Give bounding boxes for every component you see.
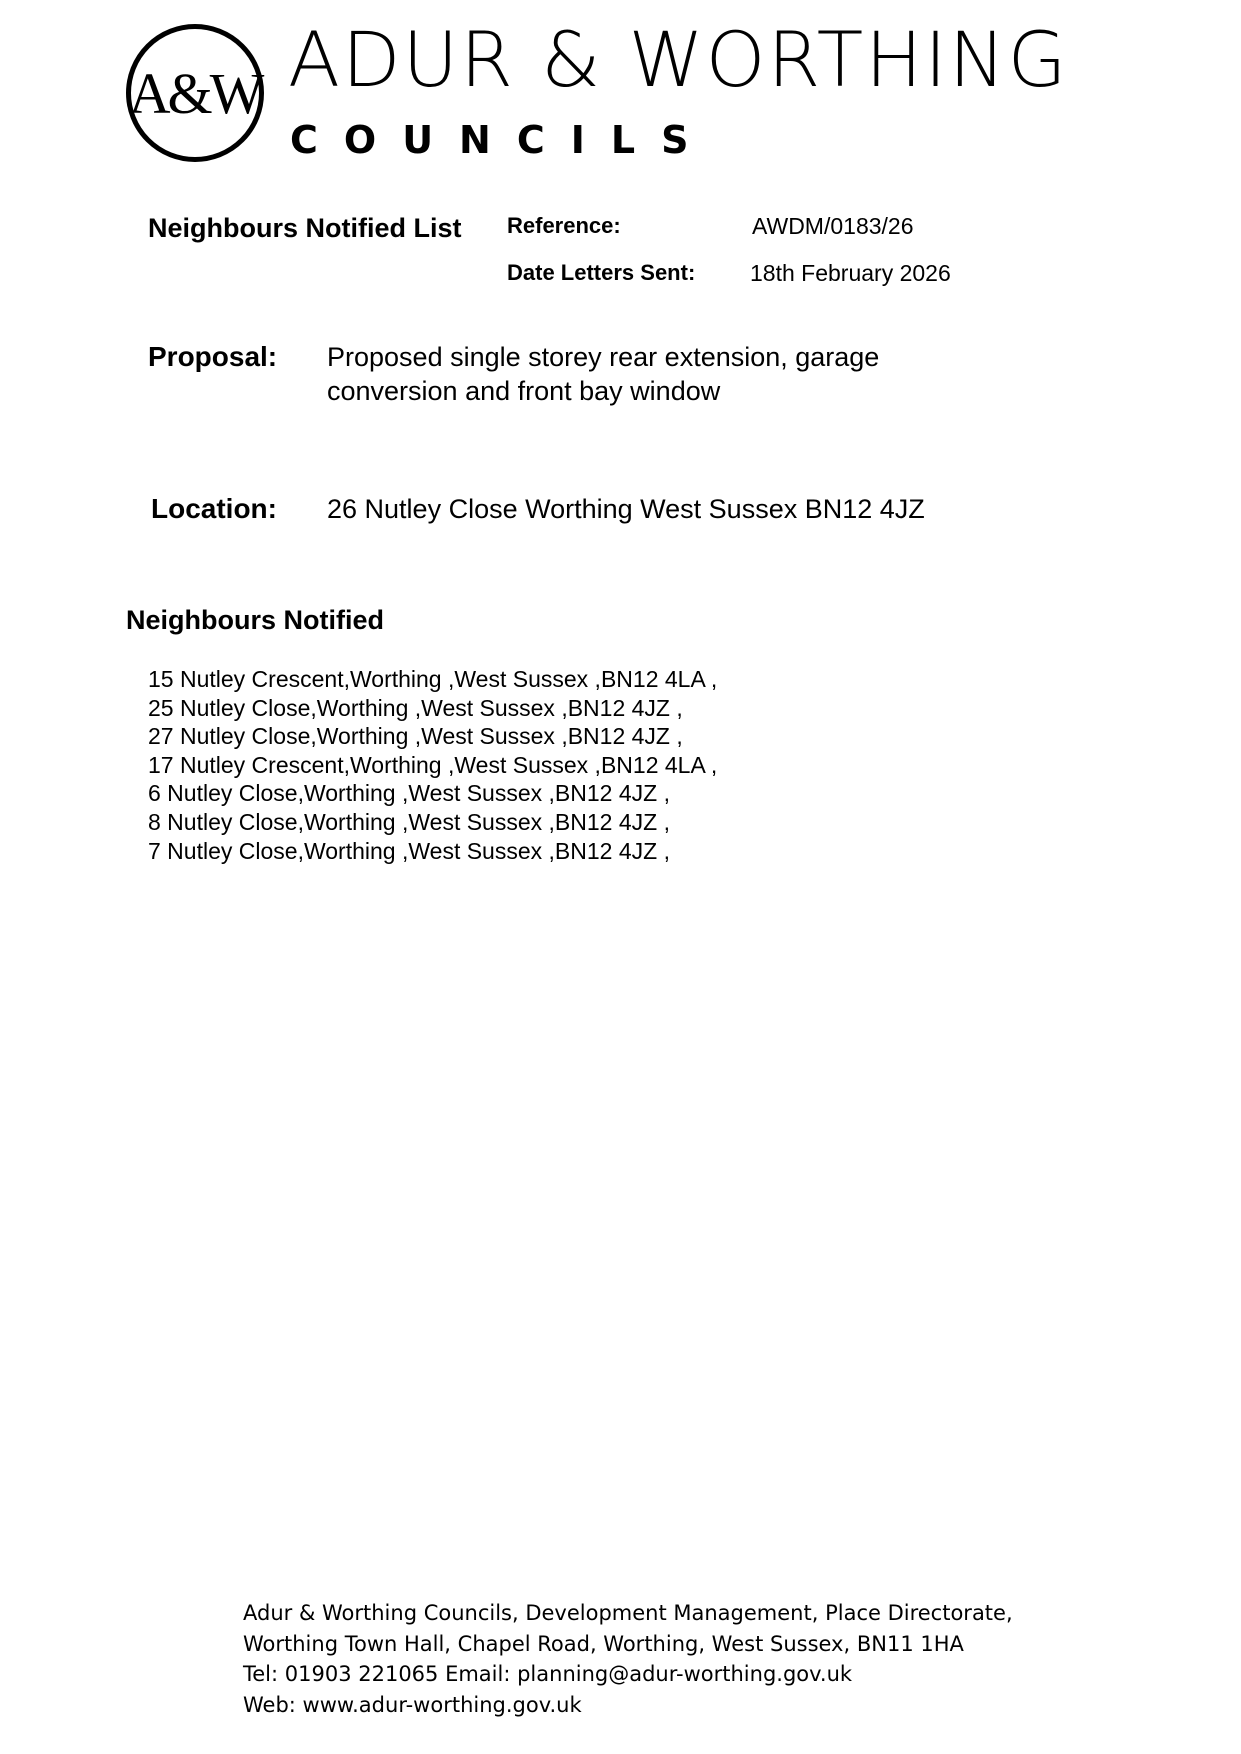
location-text: 26 Nutley Close Worthing West Sussex BN12 4JZ <box>327 494 925 524</box>
council-name: ADUR & WORTHING <box>288 15 1069 104</box>
address-item: 6 Nutley Close,Worthing ,West Sussex ,BN12 4JZ , <box>148 780 670 807</box>
address-item: 17 Nutley Crescent,Worthing ,West Sussex ,BN12 4LA , <box>148 751 718 778</box>
address-item: 8 Nutley Close,Worthing ,West Sussex ,BN12 4JZ , <box>148 808 670 835</box>
proposal-text: Proposed single storey rear extension, garage conversion and front bay window <box>327 342 880 406</box>
address-list <box>148 665 717 865</box>
reference-label: Reference: <box>507 213 621 238</box>
reference-value: AWDM/0183/26 <box>752 213 914 239</box>
date-sent-label: Date Letters Sent: <box>507 260 696 285</box>
logo-mark: A&W <box>128 60 262 126</box>
footer-line: Worthing Town Hall, Chapel Road, Worthing, West Sussex, BN11 1HA <box>243 1631 964 1656</box>
document-title: Neighbours Notified List <box>148 213 462 243</box>
address-item: 15 Nutley Crescent,Worthing ,West Sussex ,BN12 4LA , <box>148 666 718 692</box>
proposal-label: Proposal: <box>148 341 278 372</box>
footer-line: Tel: 01903 221065 Email: planning@adur-worthing.gov.uk <box>243 1662 853 1686</box>
address-item: 7 Nutley Close,Worthing ,West Sussex ,BN12 4JZ , <box>148 837 670 864</box>
address-item: 25 Nutley Close,Worthing ,West Sussex ,BN12 4JZ , <box>148 694 683 721</box>
footer-line: Web: www.adur-worthing.gov.uk <box>243 1692 582 1717</box>
council-subtitle: COUNCILS <box>290 118 715 162</box>
neighbours-heading: Neighbours Notified <box>126 605 384 635</box>
address-item: 27 Nutley Close,Worthing ,West Sussex ,BN12 4JZ , <box>148 723 683 750</box>
location-label: Location: <box>151 493 277 524</box>
footer-contact <box>243 1598 1013 1720</box>
footer-line: Adur & Worthing Councils, Development Management, Place Directorate, <box>243 1601 1013 1625</box>
date-sent-value: 18th February 2026 <box>750 260 951 286</box>
